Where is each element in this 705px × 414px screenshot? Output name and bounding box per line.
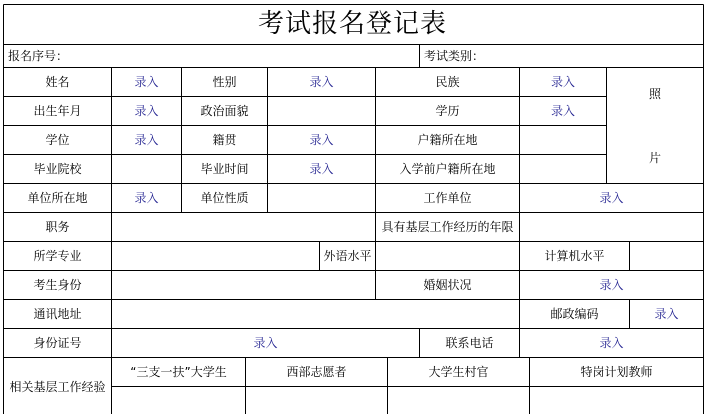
photo-area[interactable] (607, 68, 703, 183)
major-field[interactable] (112, 242, 319, 270)
position-label: 职务 (45, 220, 70, 234)
computer-level-field[interactable] (630, 242, 703, 270)
position-field[interactable] (112, 213, 375, 241)
org-nature-label: 单位性质 (200, 191, 249, 205)
photo-label-bottom: 片 (648, 151, 661, 165)
form-title: 考试报名登记表 (257, 9, 447, 39)
hukou-before-field[interactable] (520, 155, 606, 183)
grassroots-years-label: 具有基层工作经历的年限 (381, 220, 514, 234)
experience-type-western-volunteer: 西部志愿者 (286, 365, 347, 379)
hukou-label: 户籍所在地 (417, 133, 478, 147)
graduation-time-entry[interactable]: 录入 (309, 162, 334, 176)
postcode-entry[interactable]: 录入 (654, 307, 679, 321)
political-status-field[interactable] (268, 97, 375, 125)
id-number-label: 身份证号 (33, 336, 82, 350)
name-entry[interactable]: 录入 (134, 75, 159, 89)
phone-label: 联系电话 (445, 336, 494, 350)
ethnicity-entry[interactable]: 录入 (550, 75, 575, 89)
photo-label-top: 照 (648, 87, 661, 101)
native-place-entry[interactable]: 录入 (309, 133, 334, 147)
address-field[interactable] (112, 300, 519, 328)
experience-western-volunteer-field[interactable] (246, 387, 387, 414)
birth-label: 出生年月 (33, 104, 82, 118)
phone-entry[interactable]: 录入 (599, 336, 624, 350)
school-field[interactable] (112, 155, 181, 183)
school-label: 毕业院校 (33, 162, 82, 176)
identity-field[interactable] (112, 271, 375, 299)
experience-sanzhiyifu-field[interactable] (112, 387, 245, 414)
gender-label: 性别 (212, 75, 237, 89)
major-label: 所学专业 (33, 249, 82, 263)
employer-entry[interactable]: 录入 (599, 191, 624, 205)
education-label: 学历 (435, 104, 460, 118)
ethnicity-label: 民族 (435, 75, 460, 89)
marital-status-entry[interactable]: 录入 (599, 278, 624, 292)
exam-type-label: 考试类别： (424, 49, 485, 63)
computer-level-label: 计算机水平 (544, 249, 605, 263)
experience-type-sanzhiyifu: “三支一扶”大学生 (130, 365, 227, 379)
org-nature-field[interactable] (268, 184, 375, 212)
org-location-entry[interactable]: 录入 (134, 191, 159, 205)
id-number-entry[interactable]: 录入 (253, 336, 278, 350)
gender-entry[interactable]: 录入 (309, 75, 334, 89)
org-location-label: 单位所在地 (27, 191, 88, 205)
native-place-label: 籍贯 (212, 133, 237, 147)
experience-special-post-teacher-field[interactable] (530, 387, 703, 414)
postcode-label: 邮政编码 (550, 307, 599, 321)
marital-status-label: 婚姻状况 (423, 278, 472, 292)
degree-entry[interactable]: 录入 (134, 133, 159, 147)
hukou-field[interactable] (520, 126, 606, 154)
name-label: 姓名 (45, 75, 70, 89)
grassroots-years-field[interactable] (520, 213, 703, 241)
foreign-language-field[interactable] (376, 242, 519, 270)
degree-label: 学位 (45, 133, 70, 147)
foreign-language-label: 外语水平 (323, 249, 372, 263)
registration-number-label: 报名序号： (8, 49, 69, 63)
experience-label: 相关基层工作经验 (9, 380, 106, 394)
hukou-before-label: 入学前户籍所在地 (399, 162, 496, 176)
political-status-label: 政治面貌 (200, 104, 249, 118)
experience-type-special-post-teacher: 特岗计划教师 (580, 365, 653, 379)
education-entry[interactable]: 录入 (550, 104, 575, 118)
experience-village-official-field[interactable] (388, 387, 529, 414)
identity-label: 考生身份 (33, 278, 82, 292)
address-label: 通讯地址 (33, 307, 82, 321)
birth-entry[interactable]: 录入 (134, 104, 159, 118)
experience-type-village-official: 大学生村官 (428, 365, 489, 379)
employer-label: 工作单位 (423, 191, 472, 205)
graduation-time-label: 毕业时间 (200, 162, 249, 176)
